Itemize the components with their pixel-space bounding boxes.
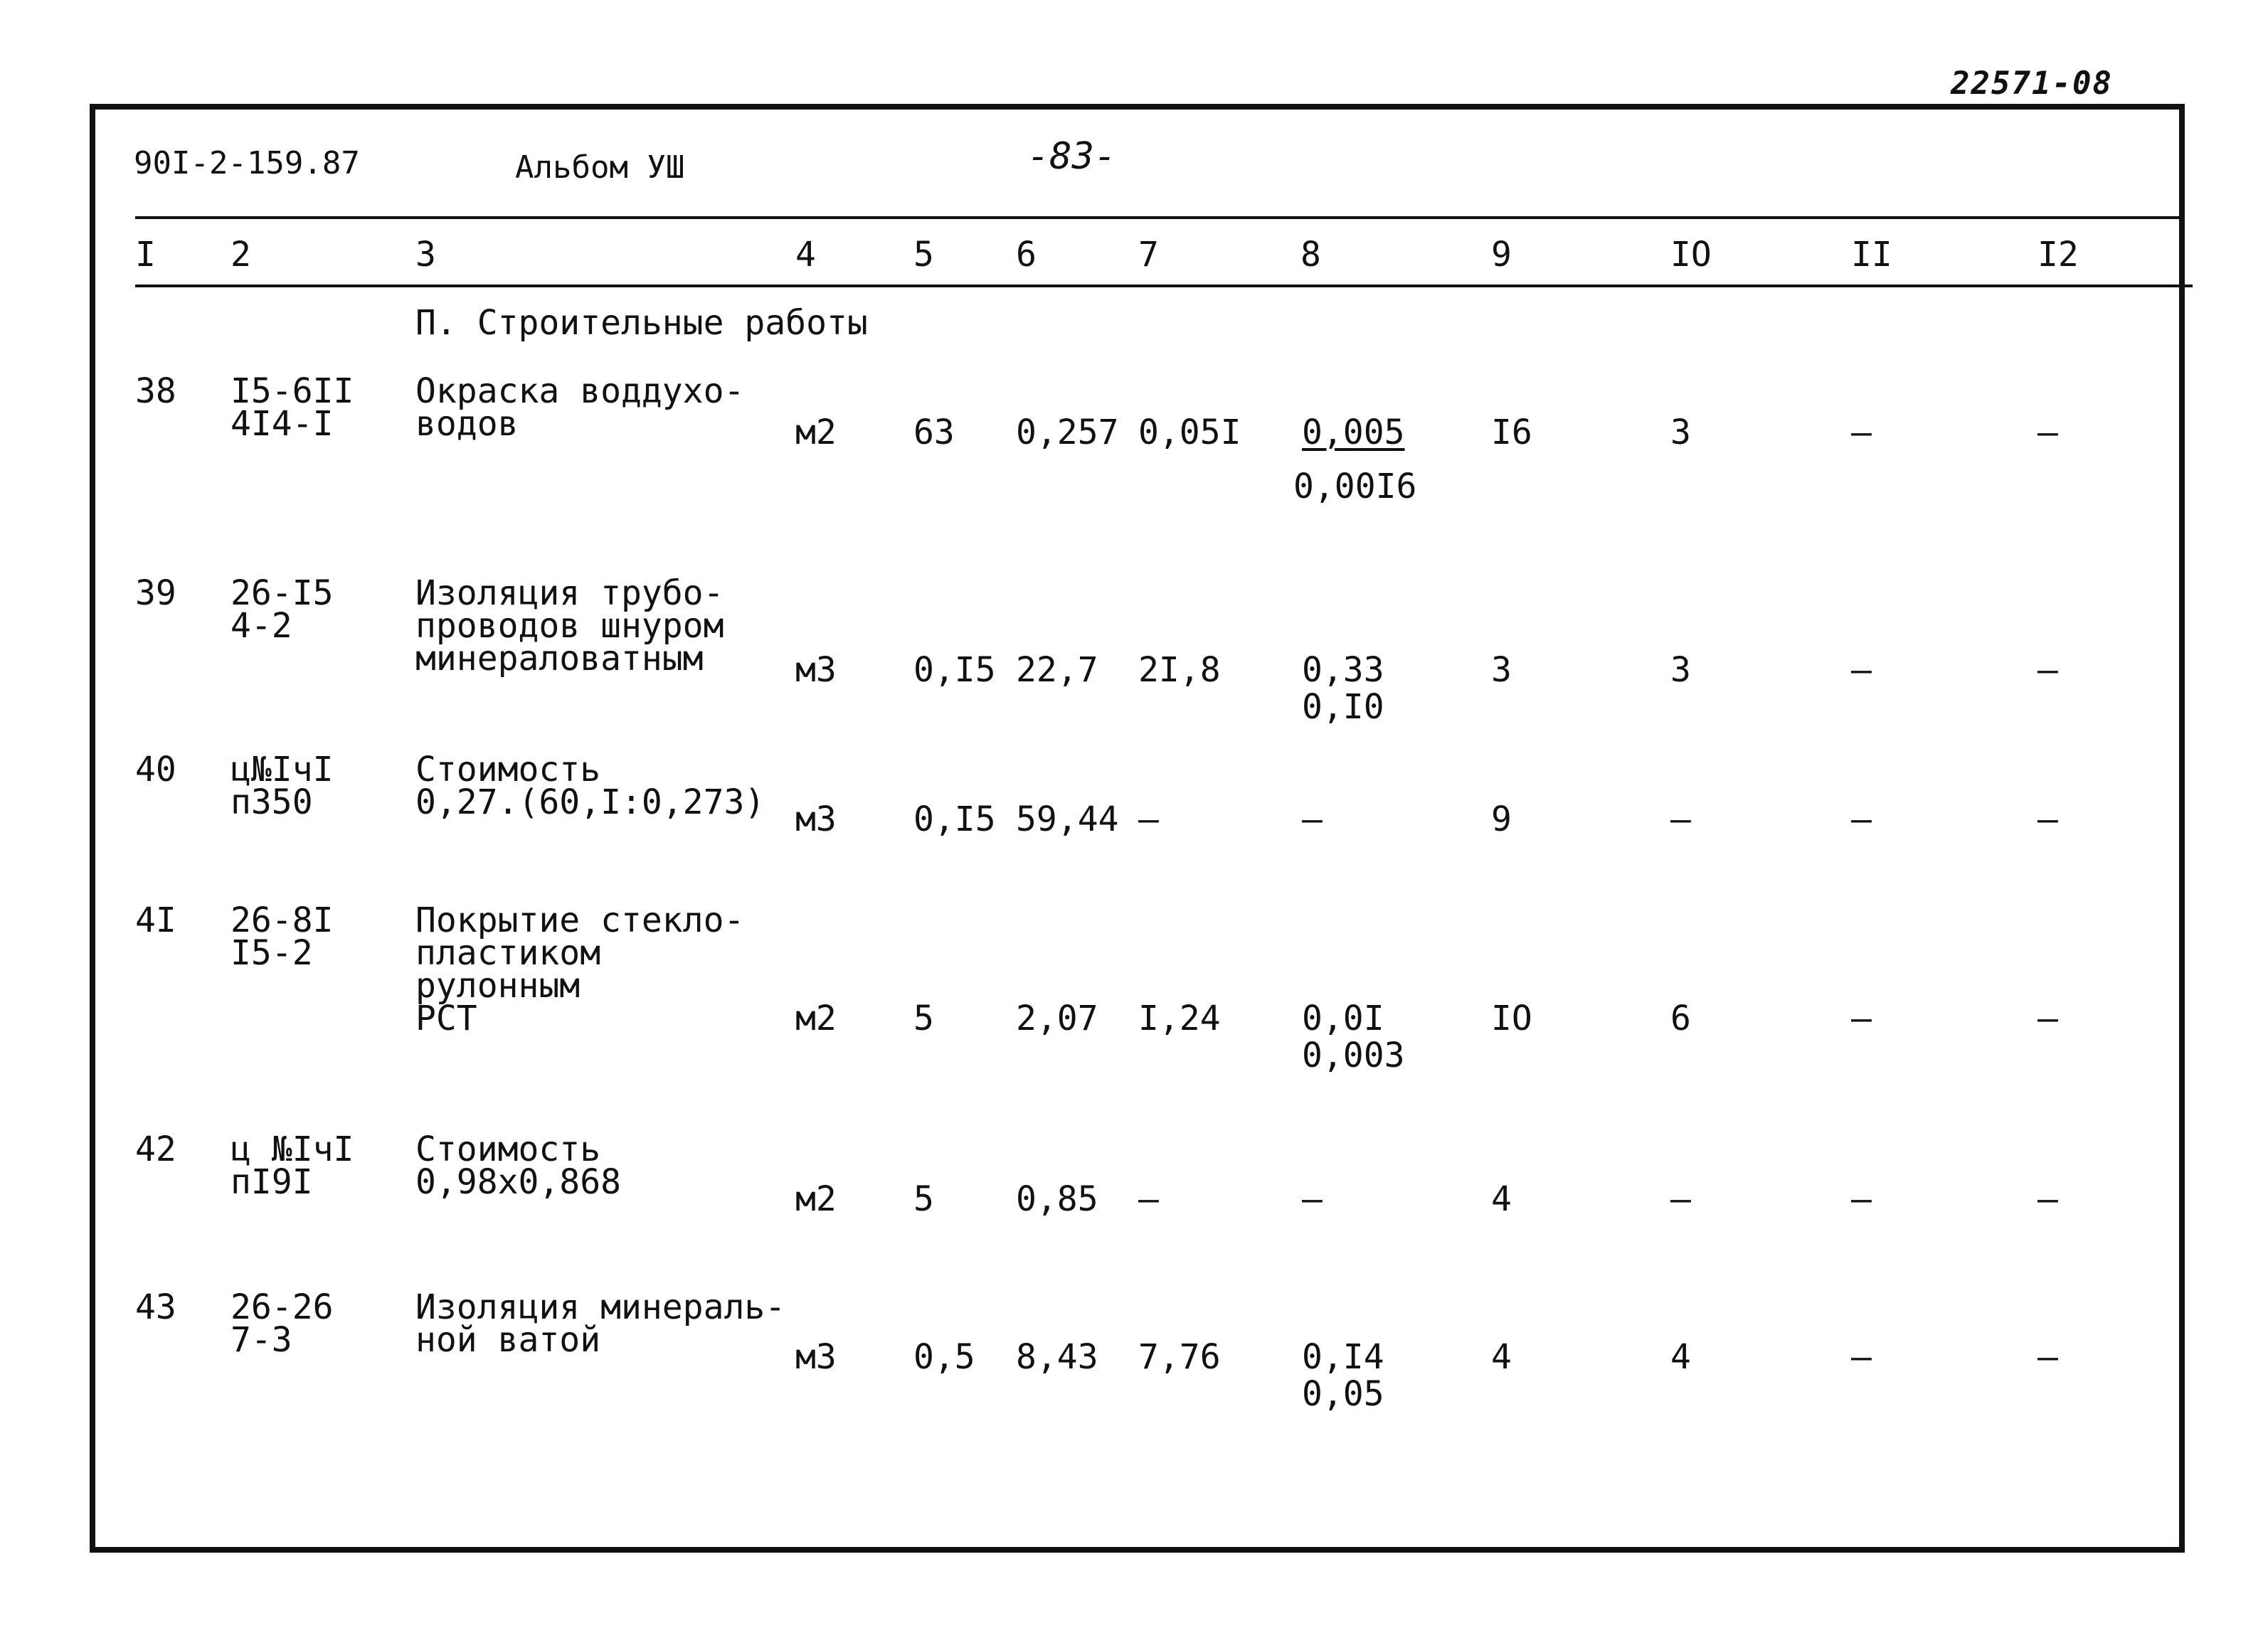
col-11-value: – <box>1851 799 1872 839</box>
col-header: 5 <box>913 235 934 275</box>
col-11-value: – <box>1851 1179 1872 1219</box>
work-name: Изоляция трубо- <box>415 573 724 613</box>
norm-code: 26-8I <box>230 900 334 940</box>
quantity: 0,I5 <box>913 650 996 690</box>
unit: м3 <box>795 1337 837 1377</box>
col-header: 3 <box>415 235 436 275</box>
col-8-value: – <box>1302 799 1323 839</box>
album-label: Альбом УШ <box>515 149 685 186</box>
col-header: 2 <box>230 235 251 275</box>
col-6-value: 8,43 <box>1016 1337 1098 1377</box>
work-name: ной ватой <box>415 1320 601 1360</box>
col-11-value: – <box>1851 999 1872 1038</box>
header-rule <box>135 216 2184 219</box>
row-number: 38 <box>135 371 176 411</box>
col-10-value: – <box>1670 1179 1691 1219</box>
col-6-value: 22,7 <box>1016 650 1098 690</box>
norm-code: ц№IчI <box>230 750 334 789</box>
col-7-value: I,24 <box>1138 999 1221 1038</box>
quantity: 5 <box>913 1179 934 1219</box>
col-header: 9 <box>1491 235 1512 275</box>
row-number: 42 <box>135 1129 176 1169</box>
col-8-subvalue: 0,003 <box>1302 1036 1405 1075</box>
col-7-value: – <box>1138 1179 1159 1219</box>
col-11-value: – <box>1851 413 1872 452</box>
norm-code: пI9I <box>230 1162 313 1202</box>
work-name: рулонным <box>415 966 581 1006</box>
col-7-value: 2I,8 <box>1138 650 1221 690</box>
col-12-value: – <box>2038 650 2058 690</box>
col-8-subvalue: 0,I0 <box>1302 687 1384 727</box>
work-name: Покрытие стекло- <box>415 900 745 940</box>
col-header: 4 <box>795 235 816 275</box>
norm-code: 26-26 <box>230 1287 334 1327</box>
col-12-value: – <box>2038 999 2058 1038</box>
col-12-value: – <box>2038 413 2058 452</box>
col-8-subvalue: 0,00I6 <box>1293 467 1417 506</box>
col-8-subvalue: 0,05 <box>1302 1374 1384 1414</box>
unit: м2 <box>795 999 837 1038</box>
col-header: I2 <box>2038 235 2079 275</box>
norm-code: ц №IчI <box>230 1129 354 1169</box>
work-name: пластиком <box>415 933 601 973</box>
norm-code: п350 <box>230 782 313 822</box>
col-header: II <box>1851 235 1892 275</box>
col-8-value: 0,33 <box>1302 650 1384 690</box>
col-header: I <box>135 235 156 275</box>
work-name: Изоляция минераль- <box>415 1287 786 1327</box>
work-name: 0,98x0,868 <box>415 1162 621 1202</box>
section-title: П. Строительные работы <box>415 303 868 343</box>
col-9-value: 9 <box>1491 799 1512 839</box>
col-9-value: I6 <box>1491 413 1532 452</box>
col-10-value: – <box>1670 799 1691 839</box>
row-number: 39 <box>135 573 176 613</box>
unit: м3 <box>795 799 837 839</box>
col-8-value: – <box>1302 1179 1323 1219</box>
unit: м3 <box>795 650 837 690</box>
col-10-value: 3 <box>1670 650 1691 690</box>
norm-code: 7-3 <box>230 1320 292 1360</box>
col-7-value: – <box>1138 799 1159 839</box>
work-name: Окраска воддухо- <box>415 371 745 411</box>
document-number: 22571-08 <box>1951 65 2113 102</box>
col-9-value: 3 <box>1491 650 1512 690</box>
col-10-value: 4 <box>1670 1337 1691 1377</box>
col-7-value: 0,05I <box>1138 413 1241 452</box>
col-header: IO <box>1670 235 1712 275</box>
col-6-value: 0,85 <box>1016 1179 1098 1219</box>
col-header: 7 <box>1138 235 1159 275</box>
norm-code: 26-I5 <box>230 573 334 613</box>
work-name: 0,27.(60,I:0,273) <box>415 782 765 822</box>
col-6-value: 2,07 <box>1016 999 1098 1038</box>
quantity: 0,5 <box>913 1337 975 1377</box>
col-12-value: – <box>2038 1337 2058 1377</box>
row-number: 40 <box>135 750 176 789</box>
quantity: 5 <box>913 999 934 1038</box>
quantity: 63 <box>913 413 955 452</box>
quantity: 0,I5 <box>913 799 996 839</box>
norm-code: 4-2 <box>230 606 292 646</box>
col-12-value: – <box>2038 1179 2058 1219</box>
col-10-value: 6 <box>1670 999 1691 1038</box>
col-8-value: 0,I4 <box>1302 1337 1384 1377</box>
col-11-value: – <box>1851 650 1872 690</box>
norm-code: I5-6II <box>230 371 354 411</box>
col-8-value: 0,005 <box>1302 413 1405 452</box>
unit: м2 <box>795 413 837 452</box>
col-6-value: 59,44 <box>1016 799 1119 839</box>
unit: м2 <box>795 1179 837 1219</box>
col-6-value: 0,257 <box>1016 413 1119 452</box>
work-name: водов <box>415 404 519 444</box>
col-12-value: – <box>2038 799 2058 839</box>
row-number: 43 <box>135 1287 176 1327</box>
col-10-value: 3 <box>1670 413 1691 452</box>
project-code: 90I-2-159.87 <box>134 145 360 181</box>
col-11-value: – <box>1851 1337 1872 1377</box>
norm-code: I5-2 <box>230 933 313 973</box>
col-header: 8 <box>1300 235 1321 275</box>
work-name: Стоимость <box>415 1129 601 1169</box>
col-header: 6 <box>1016 235 1037 275</box>
row-number: 4I <box>135 900 176 940</box>
col-9-value: 4 <box>1491 1179 1512 1219</box>
col-9-value: IO <box>1491 999 1532 1038</box>
work-name: минераловатным <box>415 639 704 679</box>
work-name: проводов шнуром <box>415 606 724 646</box>
norm-code: 4I4-I <box>230 404 334 444</box>
col-9-value: 4 <box>1491 1337 1512 1377</box>
col-7-value: 7,76 <box>1138 1337 1221 1377</box>
columns-rule <box>135 284 2193 287</box>
col-8-value: 0,0I <box>1302 999 1384 1038</box>
page-number: -83- <box>1027 135 1117 178</box>
work-name: Стоимость <box>415 750 601 789</box>
document-frame <box>90 104 2185 1553</box>
work-name: РСТ <box>415 999 477 1038</box>
